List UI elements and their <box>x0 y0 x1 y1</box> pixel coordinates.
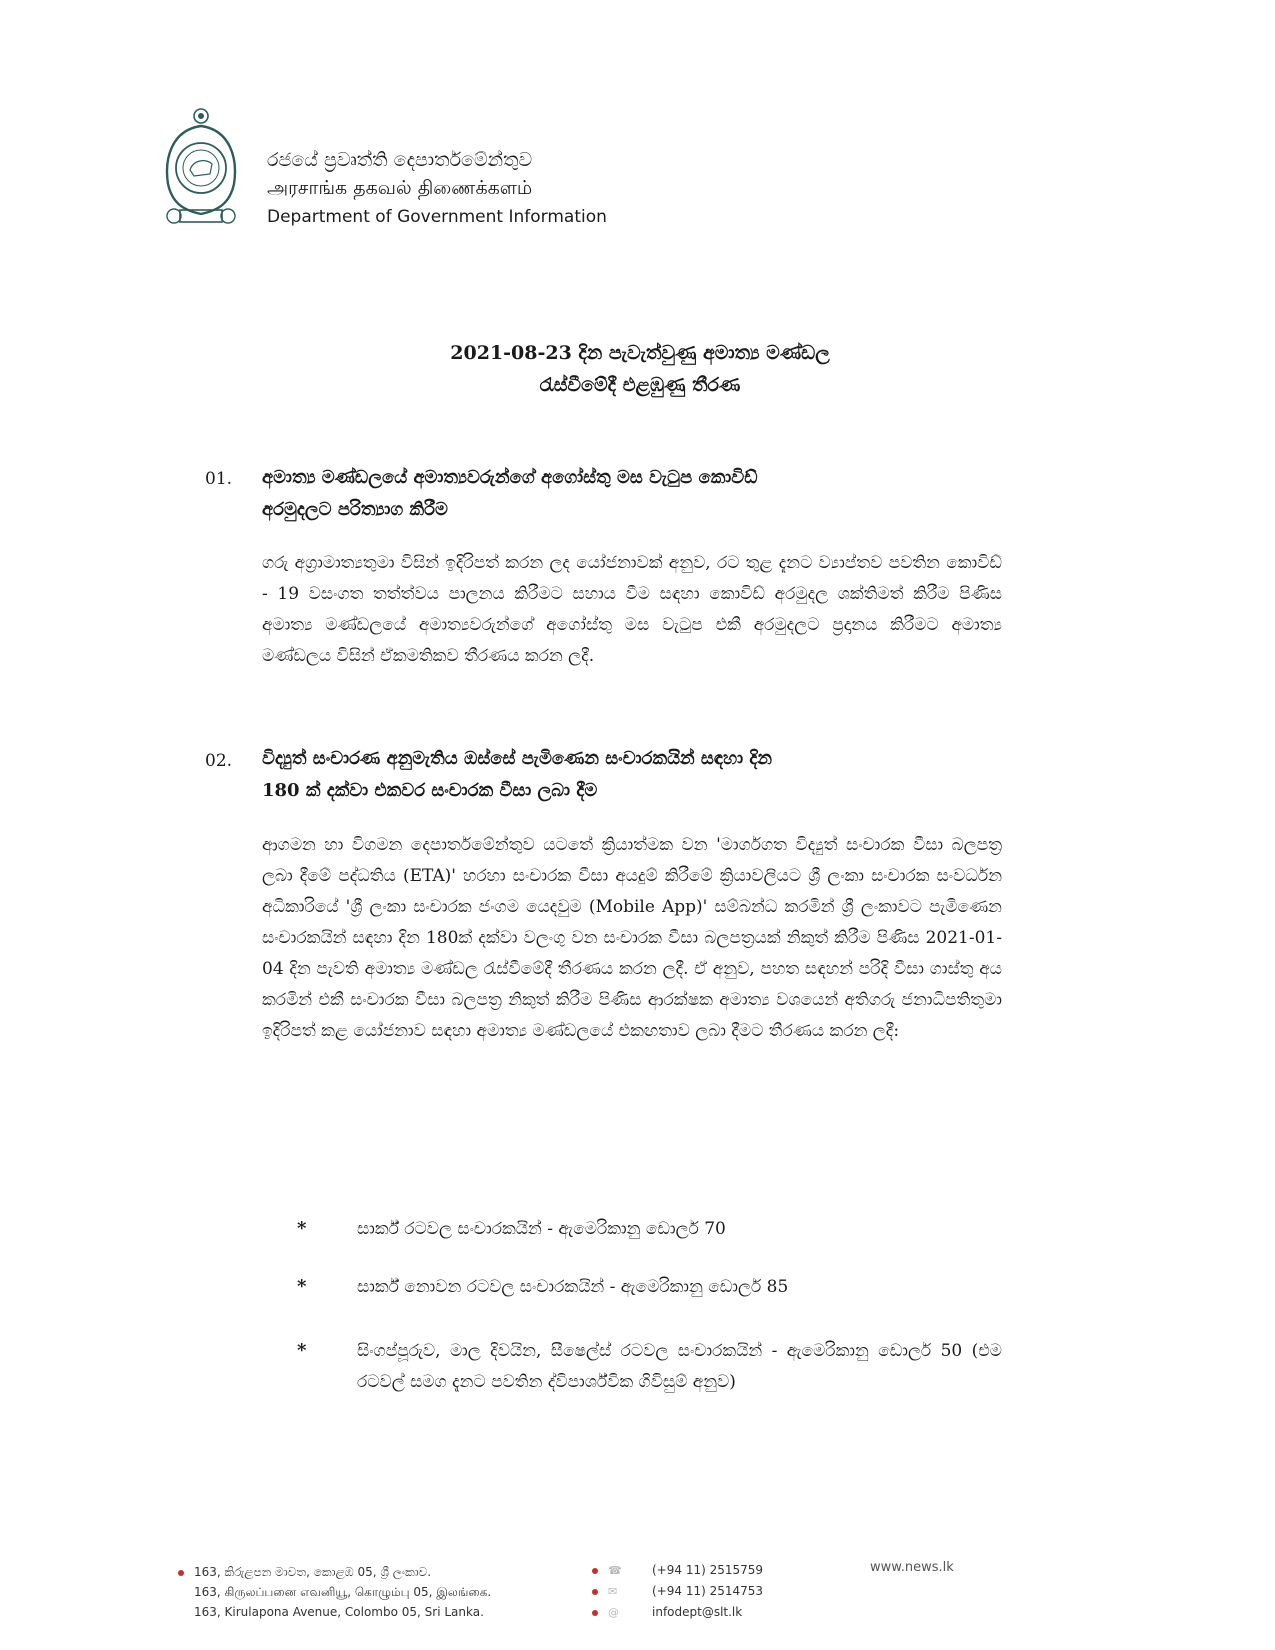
item-heading-02-line-1: විද්‍යුත් සංචාරණ අනුමැතිය ඔස්සේ පැමිණෙන සංචාරකයින් සඳහා දින <box>262 748 773 769</box>
email-address[interactable]: infodept@slt.lk <box>652 1605 743 1619</box>
bullet-dot-icon <box>592 1589 598 1595</box>
bullet-dot-icon <box>592 1610 598 1616</box>
item-heading-01-line-1: අමාත්‍ය මණ්ඩලයේ අමාත්‍යවරුන්ගේ අගෝස්තු මස වැටුප කොවිඩ් <box>262 467 758 488</box>
item-heading-02-line-2: 180 ක් දක්වා එකවර සංචාරක වීසා ලබා දීම <box>262 780 598 801</box>
bullet-star-3: * <box>297 1340 307 1361</box>
sri-lanka-emblem-icon <box>160 106 242 230</box>
title-line-2: රැස්වීමේදී එළඹුණු තීරණ <box>539 374 741 396</box>
item-body-01: ගරු අග්‍රාමාත්‍යතුමා විසින් ඉදිරිපත් කරන ලද යෝජනාවක් අනුව, රට තුළ දැනට ව්‍යාප්තව පවතින කොවිඩ් - 19 වසංගත තත්ත්වය පාලනය කිරීමට සහාය වීම සඳහා කොවිඩ් අරමුදල ශක්තිමත් කිරීම පිණිස අමාත්‍ය මණ්ඩලයේ අමාත්‍යවරුන්ගේ අගෝස්තු මස වැටුප එකී අරමුදලට ප්‍රදානය කිරීමට අමාත්‍ය මණ්ඩලය විසින් ඒකමතිකව තීරණය කරන ලදී. <box>262 553 1002 666</box>
fax-icon: ✉ <box>608 1585 618 1598</box>
footer-address <box>178 1562 491 1622</box>
item-number-02: 02. <box>205 751 233 771</box>
website-link[interactable]: www.news.lk <box>870 1560 954 1575</box>
bullet-dot-icon <box>178 1570 184 1576</box>
department-name-block <box>267 146 607 231</box>
item-heading-02 <box>262 743 1002 807</box>
document-title <box>300 337 980 401</box>
address-english: 163, Kirulapona Avenue, Colombo 05, Sri Lanka. <box>194 1605 484 1619</box>
fax-number: (+94 11) 2514753 <box>652 1584 764 1598</box>
address-tamil: 163, கிருலப்பனை எவனியூ, கொழும்பு 05, இலங்கை. <box>194 1585 492 1599</box>
bullet-dot-icon <box>592 1568 598 1574</box>
title-line-1: 2021-08-23 දින පැවැත්වුණු අමාත්‍ය මණ්ඩල <box>450 342 830 364</box>
bullet-text-3: සිංගප්පූරුව, මාල දිවයින, සීෂෙල්ස් රටවල සංචාරකයින් - ඇමෙරිකානු ඩොලර් 50 (එම රටවල් සමග දැනට පවතින ද්විපාර්ශ්වික ගිවිසුම් අනුව) <box>357 1341 1002 1392</box>
department-name-tamil: அரசாங்க தகவல் திணைக்களம் <box>267 177 533 199</box>
department-name-sinhala: රජයේ ප්‍රවෘත්ති දෙපාර්තමේන්තුව <box>267 149 533 171</box>
item-body-02: ආගමන හා විගමන දෙපාර්තමේන්තුව යටතේ ක්‍රියාත්මක වන 'මාර්ගගත විද්‍යුත් සංචාරක වීසා බලපත්‍ර ලබා දීමේ පද්ධතිය (ETA)' හරහා සංචාරක වීසා අයදුම් කිරීමේ ක්‍රියාවලියට ශ්‍රී ලංකා සංචාරක සංවර්ධන අධිකාරියේ 'ශ්‍රී ලංකා සංචාරක ජංගම යෙදවුම (Mobile App)' සම්බන්ධ කරමින් ශ්‍රී ලංකාවට පැමිණෙන සංචාරකයින් සඳහා දින 180ක් දක්වා වලංගු වන සංචාරක වීසා බලපත්‍රයක් නිකුත් කිරීම පිණිස 2021-01-04 දින පැවති අමාත්‍ය මණ්ඩල රැස්වීමේදී තීරණය කරන ලදී. ඒ අනුව, පහත සඳහන් පරිදි වීසා ගාස්තු අය කරමින් එකී සංචාරක වීසා බලපත්‍ර නිකුත් කිරීම පිණිස ආරක්ෂක අමාත්‍ය වශයෙන් අතිගරු ජනාධිපතිතුමා ඉදිරිපත් කළ යෝජනාව සඳහා අමාත්‍ය මණ්ඩලයේ එකඟතාව ලබා දීමට තීරණය කරන ලදී: <box>262 835 1002 1041</box>
item-heading-01 <box>262 462 1002 526</box>
bullet-text-2: සාර්ක් නොවන රටවල සංචාරකයින් - ඇමෙරිකානු ඩොලර් 85 <box>357 1277 789 1297</box>
item-number-01: 01. <box>205 469 233 489</box>
bullet-star-1: * <box>297 1218 307 1239</box>
department-name-english: Department of Government Information <box>267 207 607 227</box>
item-heading-01-line-2: අරමුදලට පරිත්‍යාග කිරීම <box>262 499 448 520</box>
phone-icon: ☎ <box>608 1564 622 1577</box>
bullet-text-1: සාර්ක් රටවල සංචාරකයින් - ඇමෙරිකානු ඩොලර් 70 <box>357 1219 726 1239</box>
email-icon: @ <box>608 1606 619 1619</box>
telephone-number: (+94 11) 2515759 <box>652 1563 764 1577</box>
footer-contacts <box>592 1560 763 1623</box>
bullet-star-2: * <box>297 1276 307 1297</box>
address-sinhala: 163, කිරුළපන මාවත, කොළඹ 05, ශ්‍රී ලංකාව. <box>194 1565 432 1579</box>
